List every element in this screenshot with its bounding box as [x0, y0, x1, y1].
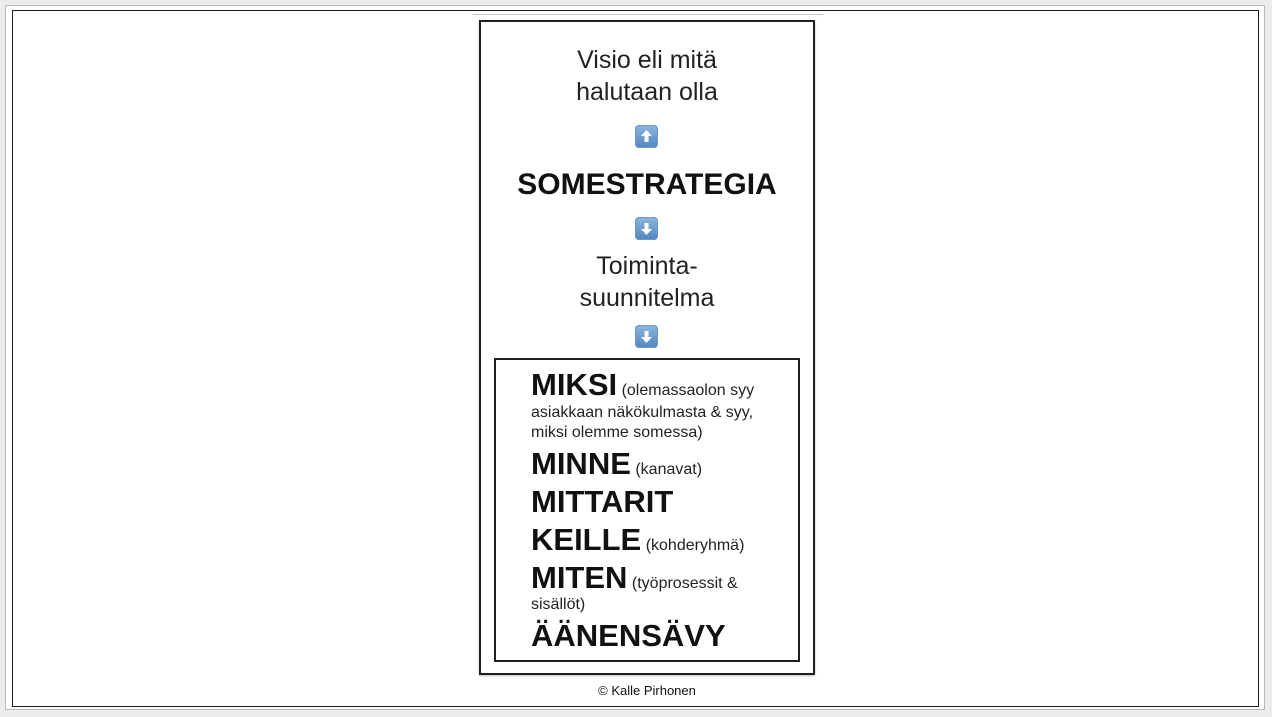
vision-line-1: Visio eli mitä — [577, 46, 717, 74]
item-miten — [531, 560, 793, 616]
item-heading: KEILLE — [531, 522, 642, 557]
item-heading: MITEN — [531, 560, 628, 595]
item-miksi — [531, 366, 793, 444]
item-detail: (kanavat) — [635, 461, 703, 478]
item-detail-line: asiakkaan näkökulmasta & syy, — [531, 404, 754, 421]
plan-line-2: suunnitelma — [579, 284, 715, 312]
vision-text — [481, 44, 813, 108]
strategy-diagram — [479, 20, 815, 675]
item-heading: MIKSI — [531, 367, 618, 402]
item-heading: MINNE — [531, 446, 631, 481]
plan-text — [481, 250, 813, 314]
item-keille — [531, 522, 744, 558]
copyright-text: © Kalle Pirhonen — [598, 683, 696, 698]
item-detail: (kohderyhmä) — [645, 537, 745, 554]
item-detail-line: miksi olemme somessa) — [531, 424, 703, 441]
item-detail-line: sisällöt) — [531, 596, 586, 613]
item-detail: (työprosessit & — [631, 575, 738, 592]
item-aanensavy — [531, 618, 726, 654]
item-minne — [531, 446, 702, 482]
plan-line-1: Toiminta- — [596, 252, 698, 280]
down-arrow-icon — [635, 217, 658, 240]
plan-items-box — [494, 358, 800, 662]
up-arrow-icon — [635, 125, 658, 148]
strategy-title: SOMESTRATEGIA — [517, 168, 777, 201]
vision-line-2: halutaan olla — [576, 78, 718, 106]
down-arrow-icon — [635, 325, 658, 348]
divider-line — [473, 14, 823, 15]
item-heading: ÄÄNENSÄVY — [531, 618, 726, 653]
item-heading: MITTARIT — [531, 484, 674, 519]
item-detail: (olemassaolon syy — [621, 382, 755, 399]
item-mittarit — [531, 484, 673, 520]
